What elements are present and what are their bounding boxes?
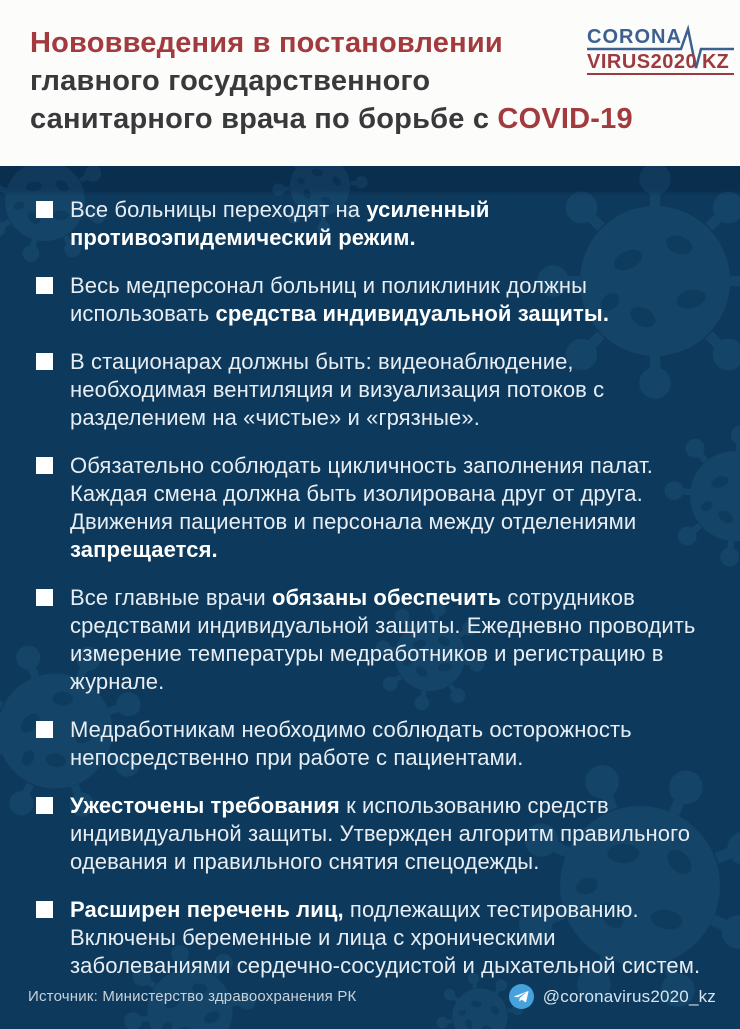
- bullet-square-icon: [36, 589, 53, 606]
- list-item: [36, 792, 702, 876]
- telegram-link[interactable]: [509, 984, 716, 1009]
- footer: [0, 984, 740, 1029]
- bullet-text: Обязательно соблюдать цикличность заполнения палат. Каждая смена должна быть изолирована друг от друга. Движения пациентов и персонала между отделениями запрещается.: [70, 453, 653, 562]
- bullet-square-icon: [36, 721, 53, 738]
- list-item: [36, 272, 702, 328]
- bullet-text: Весь медперсонал больниц и поликлиник должны использовать средства индивидуальной защиты.: [70, 273, 610, 326]
- bullet-square-icon: [36, 797, 53, 814]
- source-text: Источник: Министерство здравоохранения РК: [28, 988, 357, 1005]
- page-title: [30, 24, 633, 138]
- list-item: [36, 452, 702, 564]
- title-line-3-text: санитарного врача по борьбе с: [30, 103, 498, 135]
- bullet-text: Ужесточены требования к использованию средств индивидуальной защиты. Утвержден алгоритм правильного одевания и правильного снятия спецодежды.: [70, 793, 691, 874]
- title-line-2: главного государственного: [30, 65, 431, 97]
- logo-kz-text: KZ: [702, 51, 729, 73]
- bullet-square-icon: [36, 901, 53, 918]
- list-item: [36, 716, 702, 772]
- telegram-handle[interactable]: @coronavirus2020_kz: [542, 986, 716, 1006]
- list-item: [36, 348, 702, 432]
- bullet-square-icon: [36, 353, 53, 370]
- covid-19-highlight: COVID-19: [497, 103, 633, 135]
- telegram-icon[interactable]: [509, 984, 534, 1009]
- bullet-text: В стационарах должны быть: видеонаблюдение, необходимая вентиляция и визуализация потоков с разделением на «чистые» и «грязные».: [70, 349, 605, 430]
- bullet-square-icon: [36, 277, 53, 294]
- bullet-square-icon: [36, 201, 53, 218]
- header: [0, 0, 740, 166]
- list-item: [36, 196, 702, 252]
- content-panel: [0, 166, 740, 1029]
- bullet-square-icon: [36, 457, 53, 474]
- list-item: [36, 584, 702, 696]
- bullet-text: Медработникам необходимо соблюдать осторожность непосредственно при работе с пациентами.: [70, 717, 632, 770]
- list-item: [36, 896, 702, 980]
- bullet-text: Все главные врачи обязаны обеспечить сотрудников средствами индивидуальной защиты. Ежедневно проводить измерение температуры медработников и регистрацию в журнале.: [70, 585, 696, 694]
- bullet-text: Расширен перечень лиц, подлежащих тестированию. Включены беременные и лица с хроническими заболеваниями сердечно-сосудистой и дыхательной систем.: [70, 897, 701, 978]
- title-line-1: Нововведения в постановлении: [30, 27, 503, 59]
- logo-corona-text: CORONA: [587, 26, 682, 48]
- logo-virus2020-text: VIRUS2020: [587, 51, 698, 73]
- bullet-text: Все больницы переходят на усиленный противоэпидемический режим.: [70, 197, 490, 250]
- coronavirus2020kz-logo: [584, 22, 734, 78]
- title-line-3: [30, 100, 633, 138]
- bullet-list: [0, 166, 740, 980]
